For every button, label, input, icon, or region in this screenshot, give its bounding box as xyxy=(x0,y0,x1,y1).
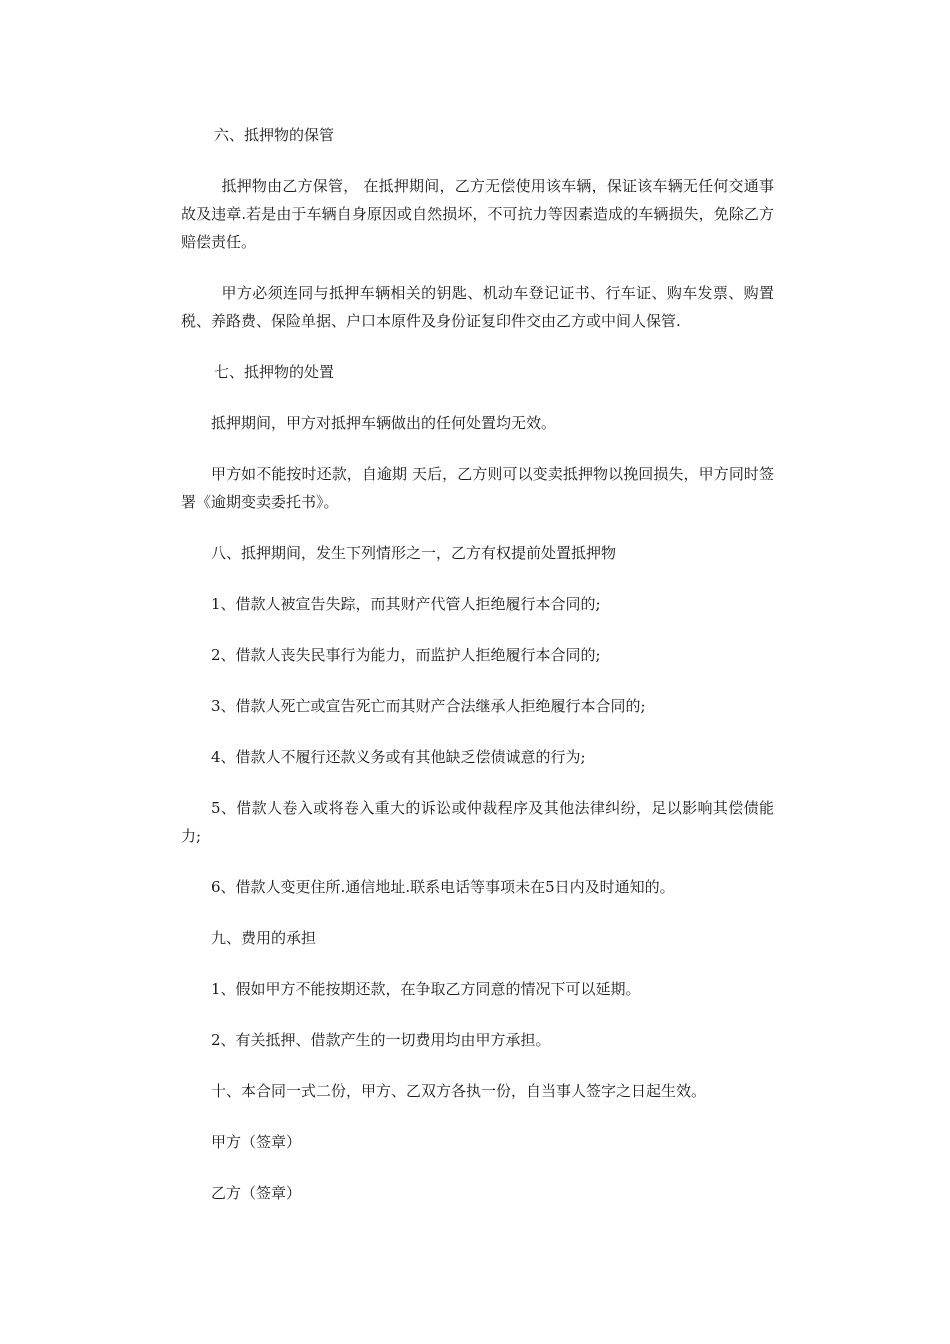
party-b-signature: 乙方（签章） xyxy=(211,1184,302,1202)
paragraph-disposal-invalid: 抵押期间，甲方对抵押车辆做出的任何处置均无效。 xyxy=(211,414,557,432)
fee-item-1: 1、假如甲方不能按期还款，在争取乙方同意的情况下可以延期。 xyxy=(211,980,641,998)
list-item-2: 2、借款人丧失民事行为能力，而监护人拒绝履行本合同的; xyxy=(211,646,601,664)
list-item-4: 4、借款人不履行还款义务或有其他缺乏偿债诚意的行为; xyxy=(211,748,586,766)
list-item-1: 1、借款人被宣告失踪，而其财产代管人拒绝履行本合同的; xyxy=(211,595,601,613)
contract-page xyxy=(181,121,774,1230)
section-heading-7: 七、抵押物的处置 xyxy=(214,363,335,381)
list-item-6: 6、借款人变更住所.通信地址.联系电话等事项未在5日内及时通知的。 xyxy=(211,878,675,896)
paragraph-documents: 甲方必须连同与抵押车辆相关的钥匙、机动车登记证书、行车证、购车发票、购置税、养路费、保险单据、户口本原件及身份证复印件交由乙方或中间人保管. xyxy=(181,284,774,330)
section-heading-6: 六、抵押物的保管 xyxy=(214,126,335,144)
list-item-5: 5、借款人卷入或将卷入重大的诉讼或仲裁程序及其他法律纠纷，足以影响其偿债能力; xyxy=(181,799,774,845)
list-item-3: 3、借款人死亡或宣告死亡而其财产合法继承人拒绝履行本合同的; xyxy=(211,697,646,715)
section-heading-8: 八、抵押期间，发生下列情形之一，乙方有权提前处置抵押物 xyxy=(211,544,617,562)
fee-item-2: 2、有关抵押、借款产生的一切费用均由甲方承担。 xyxy=(211,1031,551,1049)
paragraph-custody: 抵押物由乙方保管， 在抵押期间，乙方无偿使用该车辆，保证该车辆无任何交通事故及违章.若是由于车辆自身原因或自然损坏，不可抗力等因素造成的车辆损失，免除乙方赔偿责任。 xyxy=(181,177,774,251)
paragraph-overdue-sale: 甲方如不能按时还款，自逾期 天后，乙方则可以变卖抵押物以挽回损失，甲方同时签署《逾期变卖委托书》。 xyxy=(181,465,774,511)
section-heading-10: 十、本合同一式二份，甲方、乙双方各执一份，自当事人签字之日起生效。 xyxy=(211,1082,707,1100)
party-a-signature: 甲方（签章） xyxy=(211,1133,302,1151)
section-heading-9: 九、费用的承担 xyxy=(211,929,317,947)
